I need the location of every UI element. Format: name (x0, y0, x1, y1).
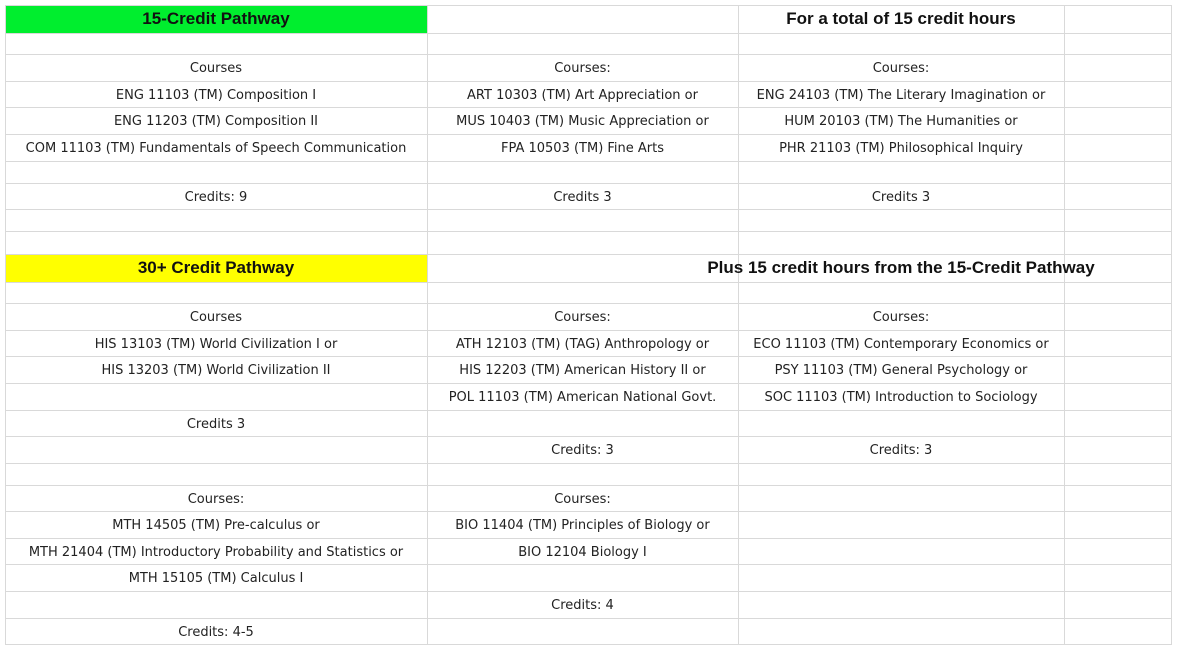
course-item: MTH 14505 (TM) Pre-calculus or (112, 517, 320, 533)
credits-label: Credits 3 (871, 189, 931, 205)
credits-label: Credits: 4 (551, 597, 614, 613)
course-item: ENG 24103 (TM) The Literary Imagination or (756, 87, 1046, 103)
courses-heading: Courses: (554, 60, 611, 76)
course-item: ECO 11103 (TM) Contemporary Economics or (753, 336, 1049, 352)
gridline (5, 161, 1172, 162)
gridline (5, 463, 1172, 464)
pathway15-title: 15-Credit Pathway (142, 9, 290, 28)
course-item: MTH 15105 (TM) Calculus I (128, 570, 304, 586)
course-item: PHR 21103 (TM) Philosophical Inquiry (779, 140, 1023, 156)
gridline (5, 231, 1172, 232)
courses-heading: Courses: (554, 491, 611, 507)
pathway30-plus-note: Plus 15 credit hours from the 15-Credit Pathway (707, 258, 1095, 277)
credits-label: Credits 3 (553, 189, 612, 205)
courses-heading: Courses (189, 309, 243, 325)
credits-label: Credits: 9 (184, 189, 248, 205)
spreadsheet-grid (5, 5, 1172, 645)
course-item: ART 10303 (TM) Art Appreciation or (467, 87, 698, 103)
course-item: MUS 10403 (TM) Music Appreciation or (456, 113, 709, 129)
credits-label: Credits 3 (186, 416, 246, 432)
gridline (1064, 5, 1065, 645)
course-item: BIO 11404 (TM) Principles of Biology or (455, 517, 710, 533)
course-item: MTH 21404 (TM) Introductory Probability and Statistics or (28, 544, 404, 560)
course-item: PSY 11103 (TM) General Psychology or (774, 362, 1028, 378)
course-item: HIS 12203 (TM) American History II or (459, 362, 706, 378)
courses-heading: Courses (189, 60, 243, 76)
courses-heading: Courses: (187, 491, 245, 507)
credits-label: Credits: 3 (551, 442, 614, 458)
gridline (1171, 5, 1172, 645)
course-item: ENG 11203 (TM) Composition II (113, 113, 319, 129)
course-item: FPA 10503 (TM) Fine Arts (500, 140, 665, 156)
pathway30-title: 30+ Credit Pathway (137, 258, 295, 277)
course-item: HIS 13203 (TM) World Civilization II (101, 362, 331, 378)
course-item: BIO 12104 Biology I (518, 544, 647, 560)
course-item: COM 11103 (TM) Fundamentals of Speech Communication (25, 140, 407, 156)
course-item: HUM 20103 (TM) The Humanities or (784, 113, 1018, 129)
pathway15-total-note: For a total of 15 credit hours (786, 9, 1016, 28)
courses-heading: Courses: (872, 309, 930, 325)
course-item: SOC 11103 (TM) Introduction to Sociology (764, 389, 1038, 405)
gridline (5, 33, 1172, 34)
course-item: ENG 11103 (TM) Composition I (115, 87, 317, 103)
course-item: POL 11103 (TM) American National Govt. (448, 389, 717, 405)
course-item: ATH 12103 (TM) (TAG) Anthropology or (455, 336, 710, 352)
credits-label: Credits: 4-5 (178, 624, 254, 640)
courses-heading: Courses: (554, 309, 611, 325)
courses-heading: Courses: (872, 60, 930, 76)
credits-label: Credits: 3 (869, 442, 933, 458)
gridline (5, 282, 1172, 283)
course-item: HIS 13103 (TM) World Civilization I or (94, 336, 338, 352)
